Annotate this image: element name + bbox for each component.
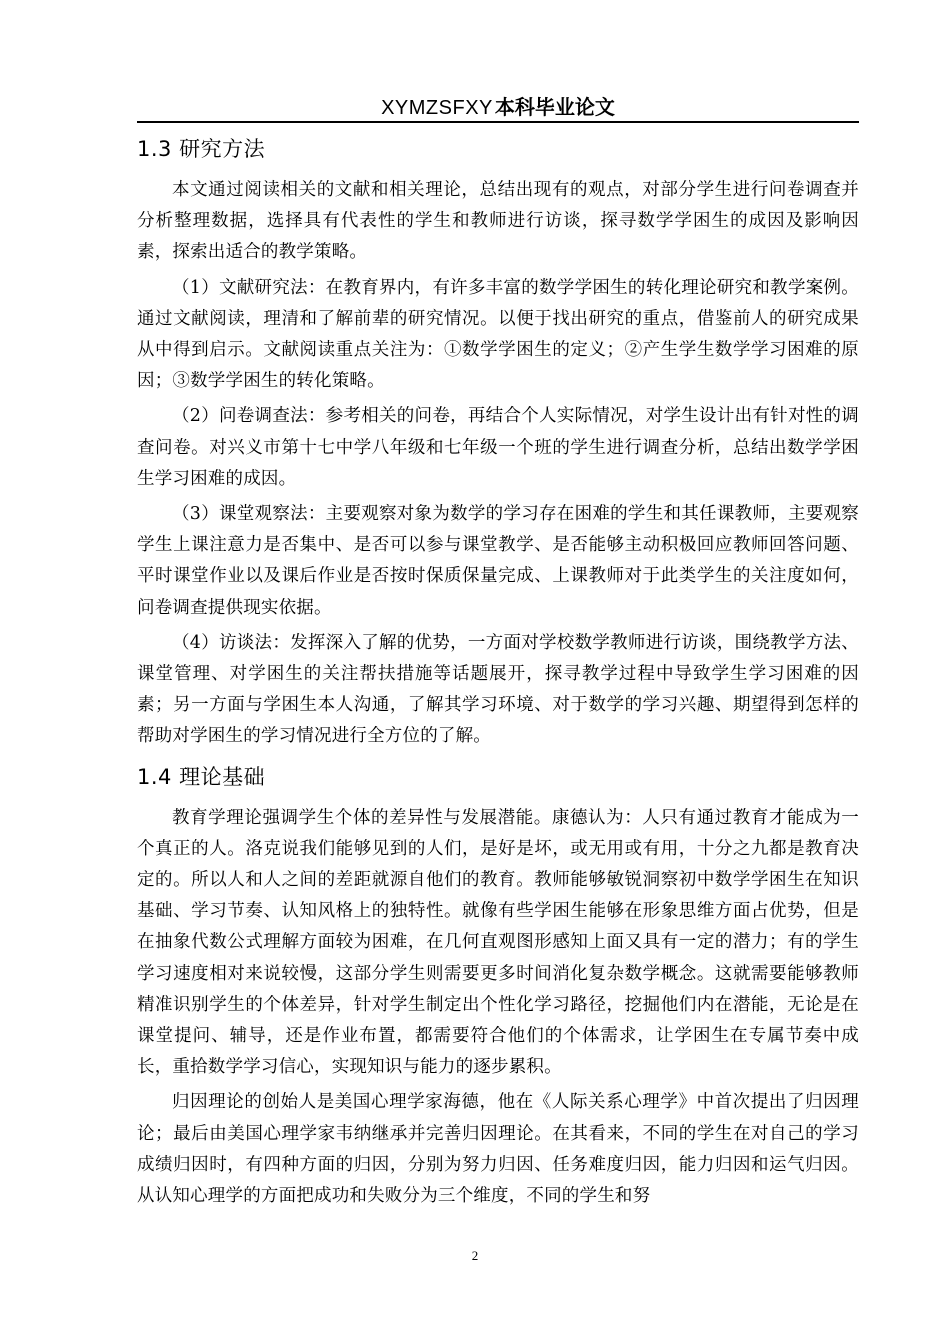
header-rule	[137, 121, 859, 123]
running-header	[137, 94, 859, 120]
paragraph: 本文通过阅读相关的文献和相关理论，总结出现有的观点，对部分学生进行问卷调查并分析整理数据，选择具有代表性的学生和教师进行访谈，探寻数学学困生的成因及影响因素，探索出适合的教学策略。	[137, 180, 859, 263]
paragraph: 归因理论的创始人是美国心理学家海德，他在《人际关系心理学》中首次提出了归因理论；最后由美国心理学家韦纳继承并完善归因理论。在其看来，不同的学生在对自己的学习成绩归因时，有四种方面的归因，分别为努力归因、任务难度归因，能力归因和运气归因。从认知心理学的方面把成功和失败分为三个维度，不同的学生和努	[137, 1092, 859, 1207]
page-body	[137, 133, 859, 1212]
header-latin: XYMZSFXY	[381, 97, 493, 119]
paragraph: （3）课堂观察法：主要观察对象为数学的学习存在困难的学生和其任课教师，主要观察学生上课注意力是否集中、是否可以参与课堂教学、是否能够主动积极回应教师回答问题、平时课堂作业以及课后作业是否按时保质保量完成、上课教师对于此类学生的关注度如何，问卷调查提供现实依据。	[137, 504, 859, 618]
paragraph: （2）问卷调查法：参考相关的问卷，再结合个人实际情况，对学生设计出有针对性的调查问卷。对兴义市第十七中学八年级和七年级一个班的学生进行调查分析，总结出数学学困生学习困难的成因。	[137, 406, 859, 489]
header-title: 本科毕业论文	[494, 95, 615, 119]
paragraph: （4）访谈法：发挥深入了解的优势，一方面对学校数学教师进行访谈，围绕教学方法、课堂管理、对学困生的关注帮扶措施等话题展开，探寻教学过程中导致学生学习困难的因素；另一方面与学困生本人沟通，了解其学习环境、对于数学的学习兴趣、期望得到怎样的帮助对学困生的学习情况进行全方位的了解。	[137, 632, 859, 747]
section-heading-1-3: 1.3 研究方法	[137, 137, 266, 161]
section-heading-1-4: 1.4 理论基础	[137, 764, 266, 789]
page-number: 2	[471, 1248, 479, 1263]
paragraph: 教育学理论强调学生个体的差异性与发展潜能。康德认为：人只有通过教育才能成为一个真正的人。洛克说我们能够见到的人们，是好是坏，或无用或有用，十分之九都是教育决定的。所以人和人之间的差距就源自他们的教育。教师能够敏锐洞察初中数学学困生在知识基础、学习节奏、认知风格上的独特性。就像有些学困生能够在形象思维方面占优势，但是在抽象代数公式理解方面较为困难，在几何直观图形感知上面又具有一定的潜力；有的学生学习速度相对来说较慢，这部分学生则需要更多时间消化复杂数学概念。这就需要能够教师精准识别学生的个体差异，针对学生制定出个性化学习路径，挖掘他们内在潜能，无论是在课堂提问、辅导，还是作业布置，都需要符合他们的个体需求，让学困生在专属节奏中成长，重拾数学学习信心，实现知识与能力的逐步累积。	[137, 807, 859, 1078]
paragraph: （1）文献研究法：在教育界内，有许多丰富的数学学困生的转化理论研究和教学案例。通过文献阅读，理清和了解前辈的研究情况。以便于找出研究的重点，借鉴前人的研究成果从中得到启示。文献阅读重点关注为：①数学学困生的定义；②产生学生数学学习困难的原因；③数学学困生的转化策略。	[137, 277, 859, 392]
